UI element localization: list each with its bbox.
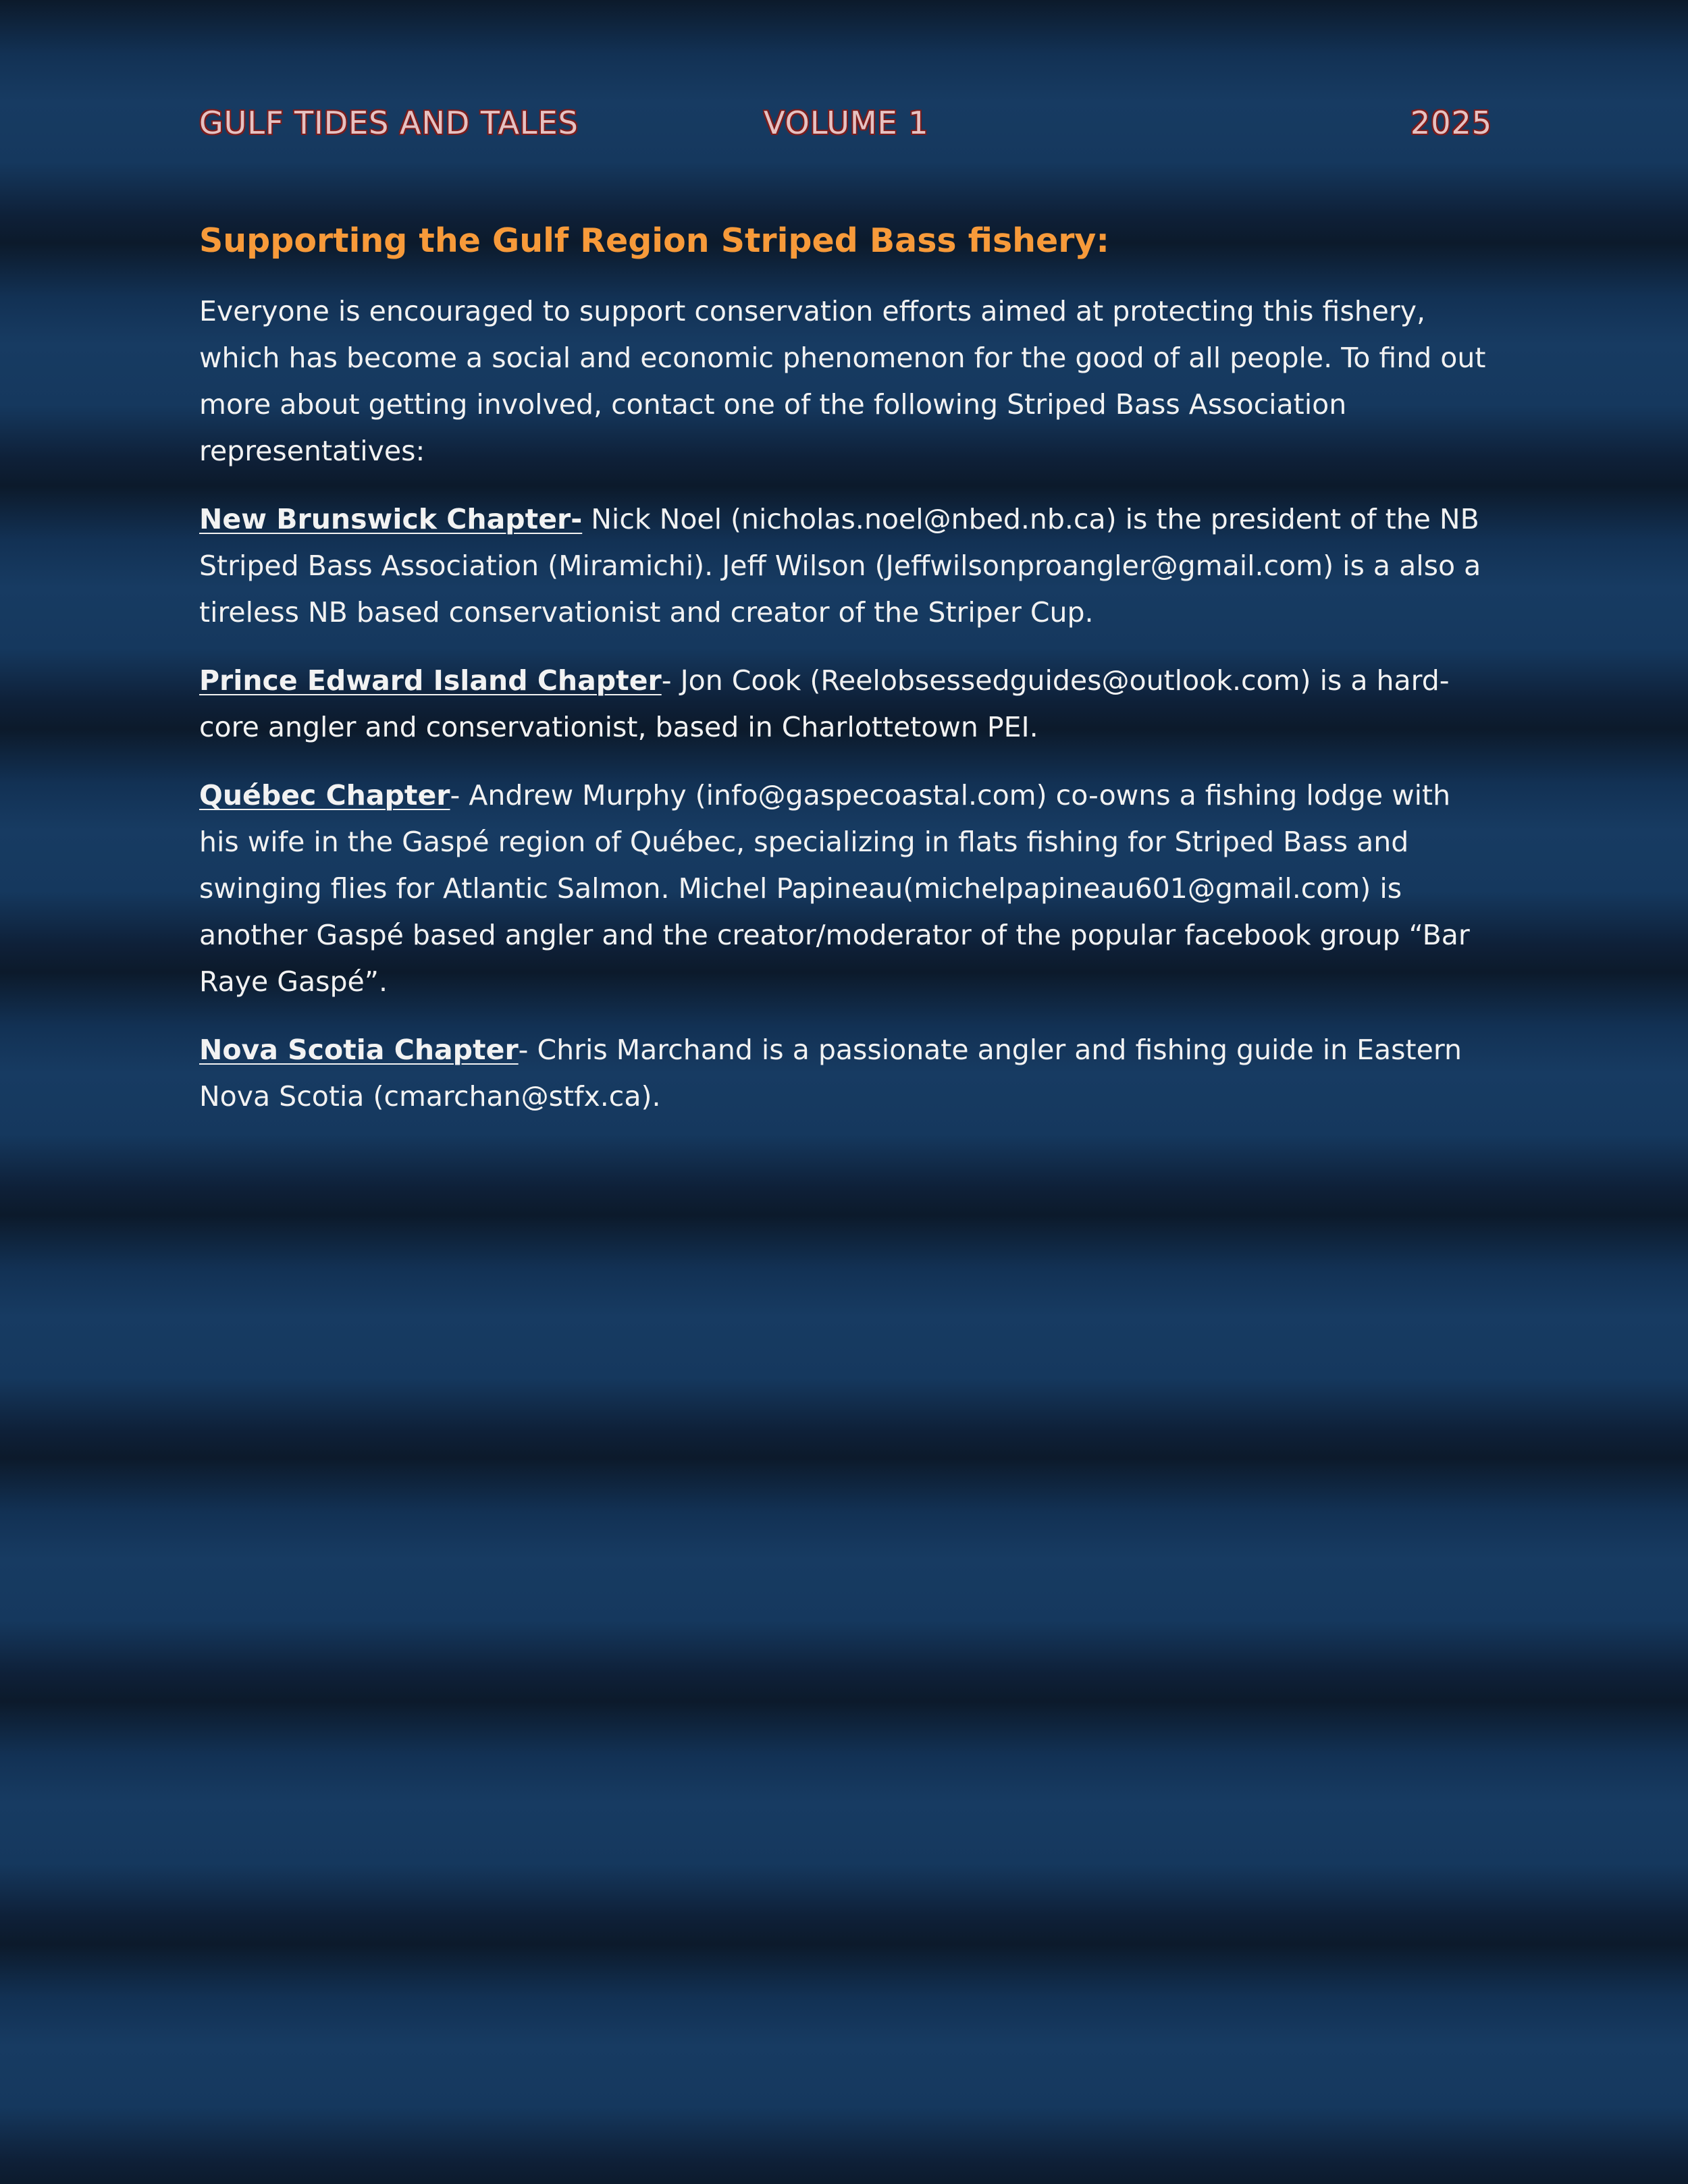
article	[199, 219, 1492, 1142]
chapter-pei	[199, 658, 1492, 751]
chapter-description: - Chris Marchand is a passionate angler and fishing guide in Eastern Nova Scotia (cmarchan@stfx.ca).	[199, 1033, 1462, 1113]
article-heading: Supporting the Gulf Region Striped Bass fishery:	[199, 221, 1109, 260]
volume-label: VOLUME 1	[764, 105, 929, 141]
chapter-name: New Brunswick Chapter-	[199, 502, 583, 535]
chapter-quebec	[199, 772, 1492, 1005]
chapter-description: - Andrew Murphy (info@gaspecoastal.com) co-owns a fishing lodge with his wife in the Gaspé region of Québec, specializing in flats fishing for Striped Bass and swinging flies for Atlantic Salmon. Michel Papineau(michelpapineau601@gmail.com) is another Gaspé based angler and the creator/moderator of the popular facebook group “Bar Raye Gaspé”.	[199, 778, 1470, 998]
running-header	[199, 105, 1492, 145]
year-label: 2025	[1410, 105, 1492, 141]
chapter-description: - Jon Cook (Reelobsessedguides@outlook.com) is a hard-core angler and conservationist, based in Charlottetown PEI.	[199, 664, 1450, 743]
publication-title: GULF TIDES AND TALES	[199, 105, 579, 141]
intro-paragraph: Everyone is encouraged to support conservation efforts aimed at protecting this fishery, which has become a social and economic phenomenon for the good of all people. To find out more about getting involved, contact one of the following Striped Bass Association representatives:	[199, 294, 1486, 467]
chapter-name: Québec Chapter	[199, 778, 450, 811]
chapter-description: Nick Noel (nicholas.noel@nbed.nb.ca) is the president of the NB Striped Bass Association (Miramichi). Jeff Wilson (Jeffwilsonproangler@gmail.com) is a also a tireless NB based conservationist and creator of the Striper Cup.	[199, 502, 1481, 629]
chapter-new-brunswick	[199, 496, 1492, 636]
chapter-name: Prince Edward Island Chapter	[199, 664, 662, 697]
chapter-name: Nova Scotia Chapter	[199, 1033, 519, 1066]
chapter-nova-scotia	[199, 1027, 1492, 1120]
